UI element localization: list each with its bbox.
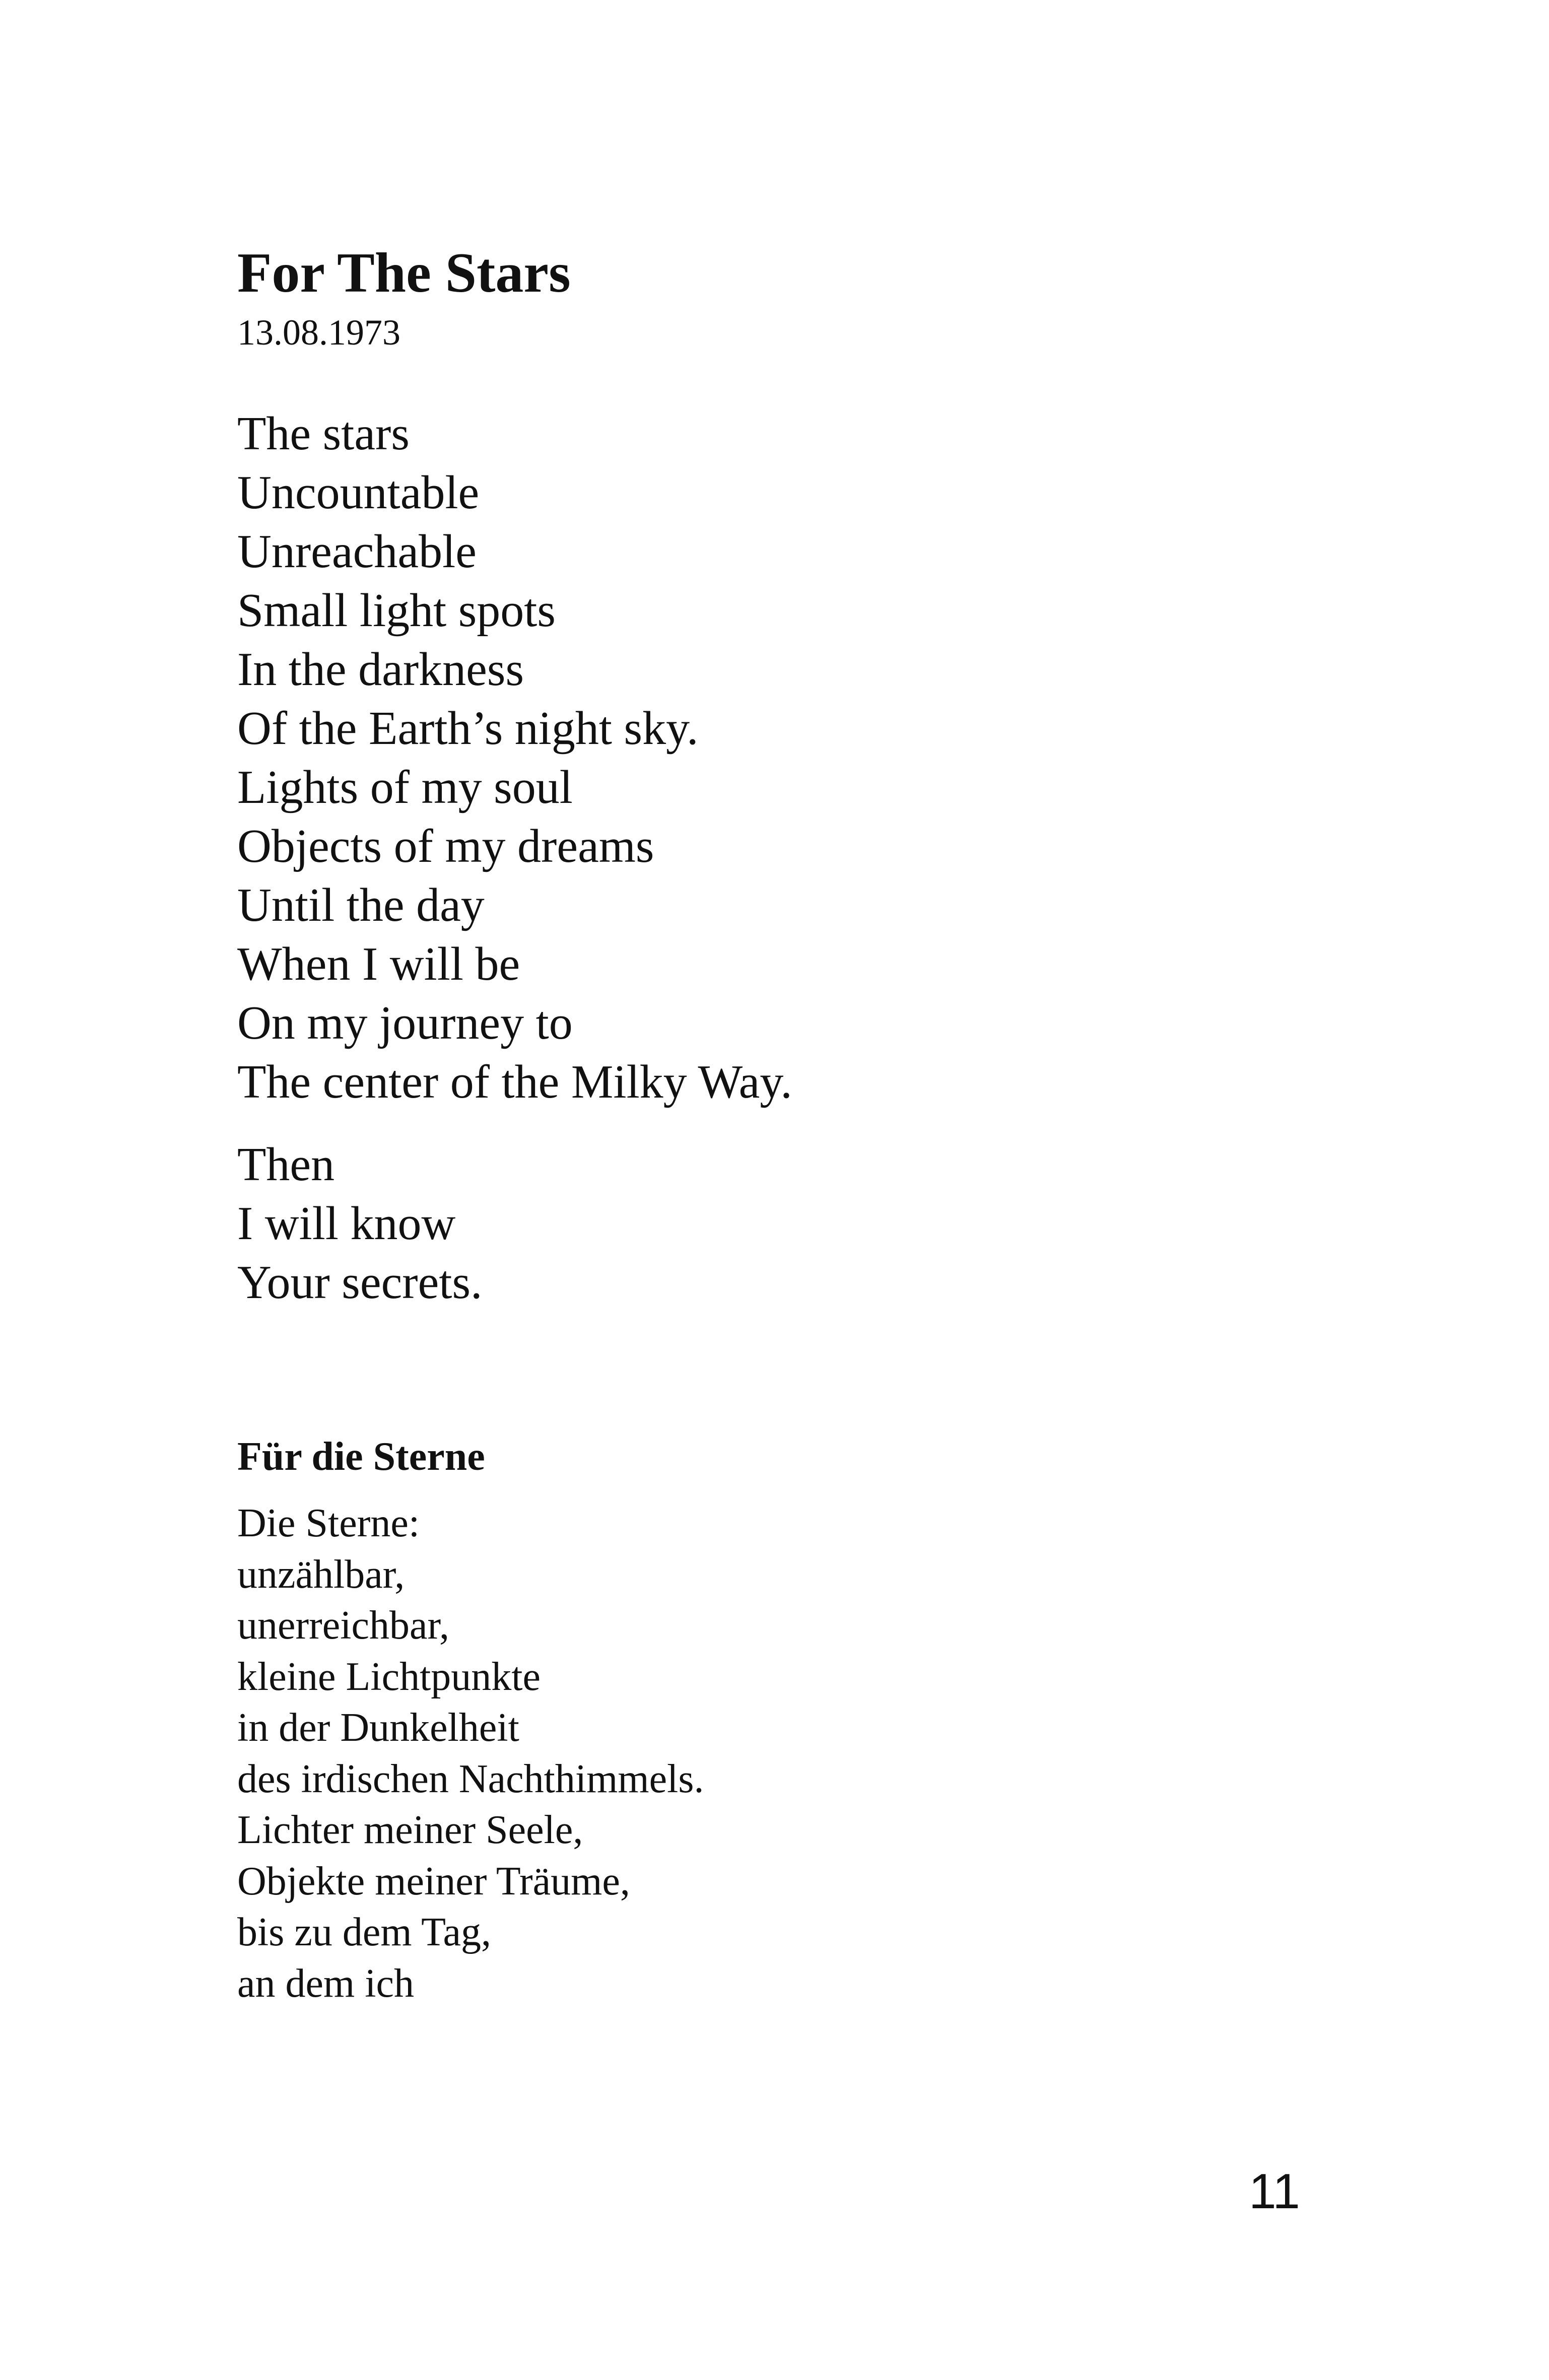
verse-line: in der Dunkelheit xyxy=(237,1706,519,1750)
verse-line: Unreachable xyxy=(237,525,477,578)
verse-line: Objekte meiner Träume, xyxy=(237,1859,630,1903)
poem-german xyxy=(237,1432,1345,2009)
verse-line: bis zu dem Tag, xyxy=(237,1910,491,1954)
verse-line: Then xyxy=(237,1138,335,1191)
verse-line: Of the Earth’s night sky. xyxy=(237,702,699,755)
stanza-german-1 xyxy=(237,1498,1345,2009)
poem-title-german: Für die Sterne xyxy=(237,1435,485,1479)
verse-line: Die Sterne: xyxy=(237,1501,420,1545)
verse-line: Lichter meiner Seele, xyxy=(237,1808,583,1852)
stanza-2 xyxy=(237,1135,1345,1312)
verse-line: The stars xyxy=(237,407,410,460)
verse-line: I will know xyxy=(237,1197,456,1250)
verse-line: Until the day xyxy=(237,879,485,931)
verse-line: On my journey to xyxy=(237,997,573,1049)
verse-line: Uncountable xyxy=(237,466,480,519)
verse-line: des irdischen Nachthimmels. xyxy=(237,1756,704,1801)
verse-line: unzählbar, xyxy=(237,1552,405,1597)
verse-line: Objects of my dreams xyxy=(237,820,654,872)
verse-line: unerreichbar, xyxy=(237,1603,449,1648)
poem-english xyxy=(237,237,1345,1312)
verse-line: The center of the Milky Way. xyxy=(237,1056,792,1108)
verse-line: an dem ich xyxy=(237,1961,414,2006)
page-number: 11 xyxy=(1249,2163,1300,2219)
verse-line: Small light spots xyxy=(237,584,556,637)
verse-line: In the darkness xyxy=(237,643,524,696)
poem-date: 13.08.1973 xyxy=(237,312,400,353)
stanza-1 xyxy=(237,404,1345,1112)
verse-line: Lights of my soul xyxy=(237,761,573,813)
verse-line: Your secrets. xyxy=(237,1256,483,1309)
verse-line: When I will be xyxy=(237,938,520,990)
verse-line: kleine Lichtpunkte xyxy=(237,1654,541,1699)
poem-title: For The Stars xyxy=(237,242,571,304)
